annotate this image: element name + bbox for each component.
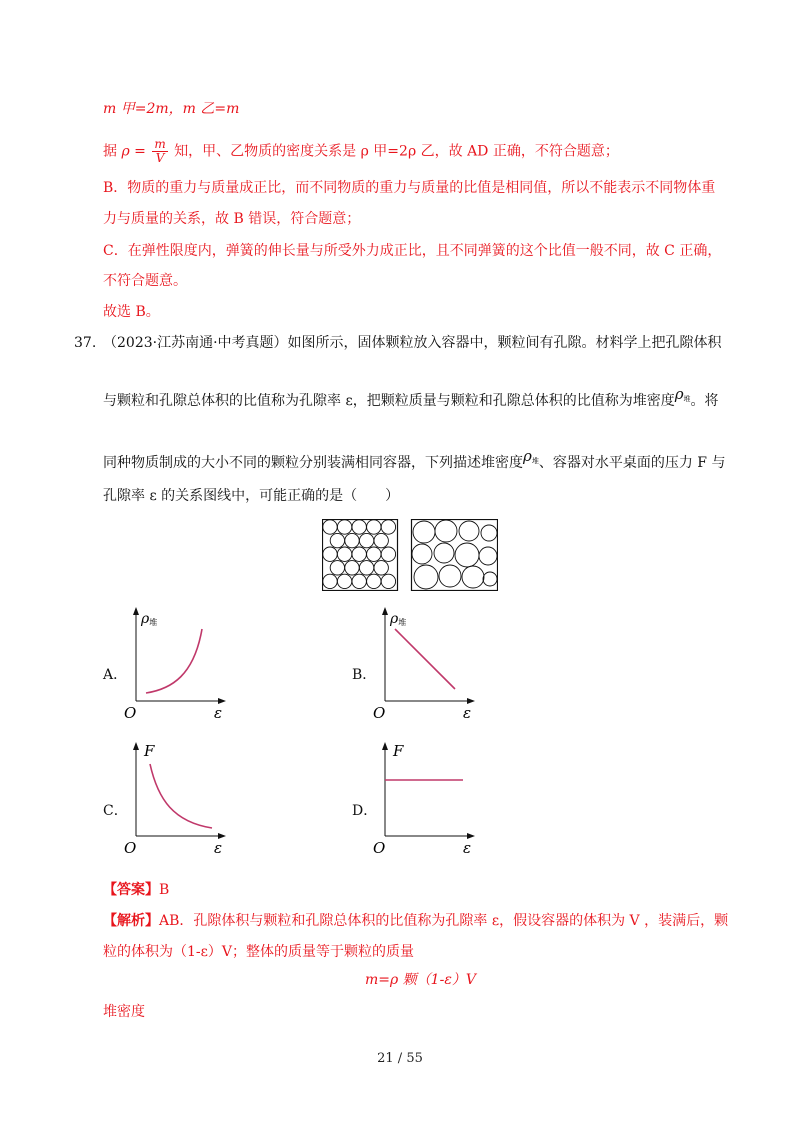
option-c-label[interactable]: C． [103,803,128,819]
solution-line-7: 故选 B。 [103,304,160,320]
container-large-particles [412,520,498,591]
option-c-graph[interactable] [122,740,232,855]
option-d-graph[interactable] [371,740,481,855]
option-c-x-label: ε [214,839,223,855]
question-number: 37. [74,335,97,351]
analysis-line-1: 【解析】AB．孔隙体积与颗粒和孔隙总体积的比值称为孔隙率 ε，假设容器的体积为 V ，装满后，颗 [103,913,729,929]
small-particle [381,574,395,588]
analysis-formula: m=ρ 颗（1-ε）V [365,972,476,988]
solution-line-4: 力与质量的关系，故 B 错误，符合题意； [103,211,361,227]
small-particle [345,533,359,547]
large-particle [412,544,432,564]
option-b-origin: O [373,704,386,720]
question-line-1: （2023·江苏南通·中考真题）如图所示，固体颗粒放入容器中，颗粒间有孔隙。材料学上把孔隙体积 [103,335,722,351]
answer-line: 【答案】B [103,882,170,898]
solution-line-2: 据 ρ = $\frac{m}{V}$ 知，甲、乙物质的密度关系是 ρ 甲=2ρ 乙，故 AD 正确，不符合题意； [103,137,619,165]
option-a-label[interactable]: A． [103,667,128,683]
small-particle [381,520,395,534]
solution-line-5: C．在弹性限度内，弹簧的伸长量与所受外力成正比，且不同弹簧的这个比值一般不同，故 C 正确， [103,243,722,259]
small-particle [337,547,351,561]
page-number: 21 / 55 [377,1051,423,1066]
option-a-graph[interactable] [122,605,232,720]
option-b-y-label: ρ堆 [390,611,407,627]
small-particle [330,533,344,547]
large-particle [462,566,484,588]
small-particle [359,561,373,575]
option-c-curve [150,764,212,828]
large-particle [481,525,497,541]
small-particle [367,520,381,534]
option-a-curve [146,629,202,693]
option-d-label[interactable]: D． [352,803,378,819]
large-particle [439,565,461,587]
large-particle [459,521,479,541]
large-particle [413,521,435,543]
small-particle [337,574,351,588]
option-b-label[interactable]: B． [352,667,377,683]
option-d-origin: O [373,839,386,855]
small-particle [337,520,351,534]
small-particle [352,520,366,534]
small-particle [330,561,344,575]
small-particle [352,547,366,561]
option-d-x-label: ε [463,839,472,855]
option-b-graph[interactable] [371,605,481,720]
small-particle [345,561,359,575]
large-particle [414,565,438,589]
container-figure [322,519,498,591]
analysis-line-2: 粒的体积为（1-ε）V；整体的质量等于颗粒的质量 [103,944,414,960]
option-b-x-label: ε [463,704,472,720]
option-a-origin: O [124,704,137,720]
density-fraction: $\frac{m}{V}$ [154,137,166,165]
solution-line-1: m 甲=2m，m 乙=m [103,101,240,117]
option-b-line [395,629,455,689]
option-d-y-label: F [393,742,404,760]
small-particle [367,547,381,561]
question-line-3: 同种物质制成的大小不同的颗粒分别装满相同容器，下列描述堆密度$\rho^堆$、容器对水平桌面的压力 F 与 [103,447,726,471]
option-a-x-label: ε [214,704,223,720]
solution-line-3: B．物质的重力与质量成正比，而不同物质的重力与质量的比值是相同值，所以不能表示不同物体重 [103,180,716,196]
option-c-y-label: F [144,742,155,760]
option-c-origin: O [124,839,137,855]
small-particle [359,533,373,547]
large-particle [455,543,479,567]
small-particle [323,547,337,561]
question-line-4: 孔隙率 ε 的关系图线中，可能正确的是（ ） [103,488,400,504]
solution-line-6: 不符合题意。 [103,273,187,289]
small-particle [352,574,366,588]
small-particle [381,547,395,561]
large-particle [479,547,497,565]
large-particle [435,520,457,542]
small-particle [374,533,388,547]
question-line-2: 与颗粒和孔隙总体积的比值称为孔隙率 ε，把颗粒质量与颗粒和孔隙总体积的比值称为堆密度$\rho^堆$。将 [103,385,719,409]
container-small-particles [323,520,398,591]
small-particle [367,574,381,588]
small-particle [323,520,337,534]
option-a-y-label: ρ堆 [141,611,158,627]
small-particle [323,574,337,588]
large-particle [434,543,454,563]
large-particle [483,572,497,586]
small-particle [374,561,388,575]
analysis-line-3: 堆密度 [103,1004,145,1020]
answer-value: B [159,882,170,898]
